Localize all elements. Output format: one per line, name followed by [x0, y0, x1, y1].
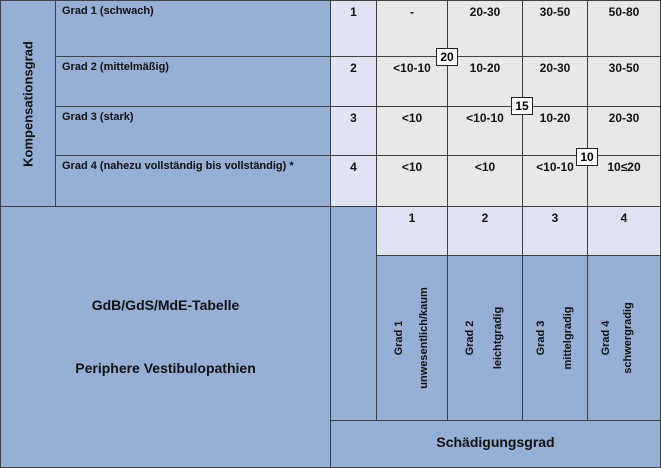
row-num-2: 2 [330, 56, 377, 107]
marker-10: 10 [576, 148, 598, 166]
row-num-1: 1 [330, 0, 377, 57]
table-cell: <10-10 [447, 106, 523, 156]
col-label-grad-1 [376, 255, 448, 421]
table-title: GdB/GdS/MdE-Tabelle [91, 297, 240, 313]
table-cell: <10-10 [522, 155, 588, 207]
schaedigungsgrad-axis [330, 420, 661, 468]
schaedigungsgrad-label: Schädigungsgrad [436, 434, 555, 450]
table-cell: <10 [376, 106, 448, 156]
col-num-4: 4 [587, 206, 661, 256]
table-subtitle: Periphere Vestibulopathien [75, 360, 256, 376]
col-label-grad-2 [447, 255, 523, 421]
table-cell: 50-80 [587, 0, 661, 57]
col-label-grad-4 [587, 255, 661, 421]
table-cell: 20-30 [447, 0, 523, 57]
col-grad-label: Grad 3 [535, 320, 547, 356]
table-cell: 30-50 [522, 0, 588, 57]
row-num-4: 4 [330, 155, 377, 207]
row-num-3: 3 [330, 106, 377, 156]
table-cell: 10≤20 [587, 155, 661, 207]
row-label-grad-2: Grad 2 (mittelmäßig) [55, 56, 331, 107]
spacer-cell [330, 206, 377, 421]
col-label-grad-3 [522, 255, 588, 421]
col-desc-label: unwesentlich/kaum [418, 287, 430, 389]
col-desc-label: leichtgradig [492, 306, 504, 370]
table-cell: - [376, 0, 448, 57]
table-cell: <10 [376, 155, 448, 207]
table-cell: <10-10 [376, 56, 448, 107]
col-desc-label: schwergradig [622, 302, 634, 374]
col-grad-label: Grad 4 [600, 320, 612, 356]
col-grad-label: Grad 2 [464, 320, 476, 356]
table-cell: 30-50 [587, 56, 661, 107]
marker-15: 15 [511, 97, 533, 115]
title-block [0, 206, 331, 468]
row-label-grad-4: Grad 4 (nahezu vollständig bis vollständig) * [55, 155, 331, 207]
table-cell: 10-20 [522, 106, 588, 156]
kompensationsgrad-label: Kompensationsgrad [20, 40, 36, 167]
col-desc-label: mittelgradig [562, 306, 574, 370]
col-num-2: 2 [447, 206, 523, 256]
table-cell: 10-20 [447, 56, 523, 107]
col-num-1: 1 [376, 206, 448, 256]
table-cell: 20-30 [522, 56, 588, 107]
row-label-grad-3: Grad 3 (stark) [55, 106, 331, 156]
row-label-grad-1: Grad 1 (schwach) [55, 0, 331, 57]
table-cell: <10 [447, 155, 523, 207]
kompensationsgrad-axis [0, 0, 56, 207]
col-grad-label: Grad 1 [393, 320, 405, 356]
marker-20: 20 [436, 48, 458, 66]
col-num-3: 3 [522, 206, 588, 256]
table-cell: 20-30 [587, 106, 661, 156]
